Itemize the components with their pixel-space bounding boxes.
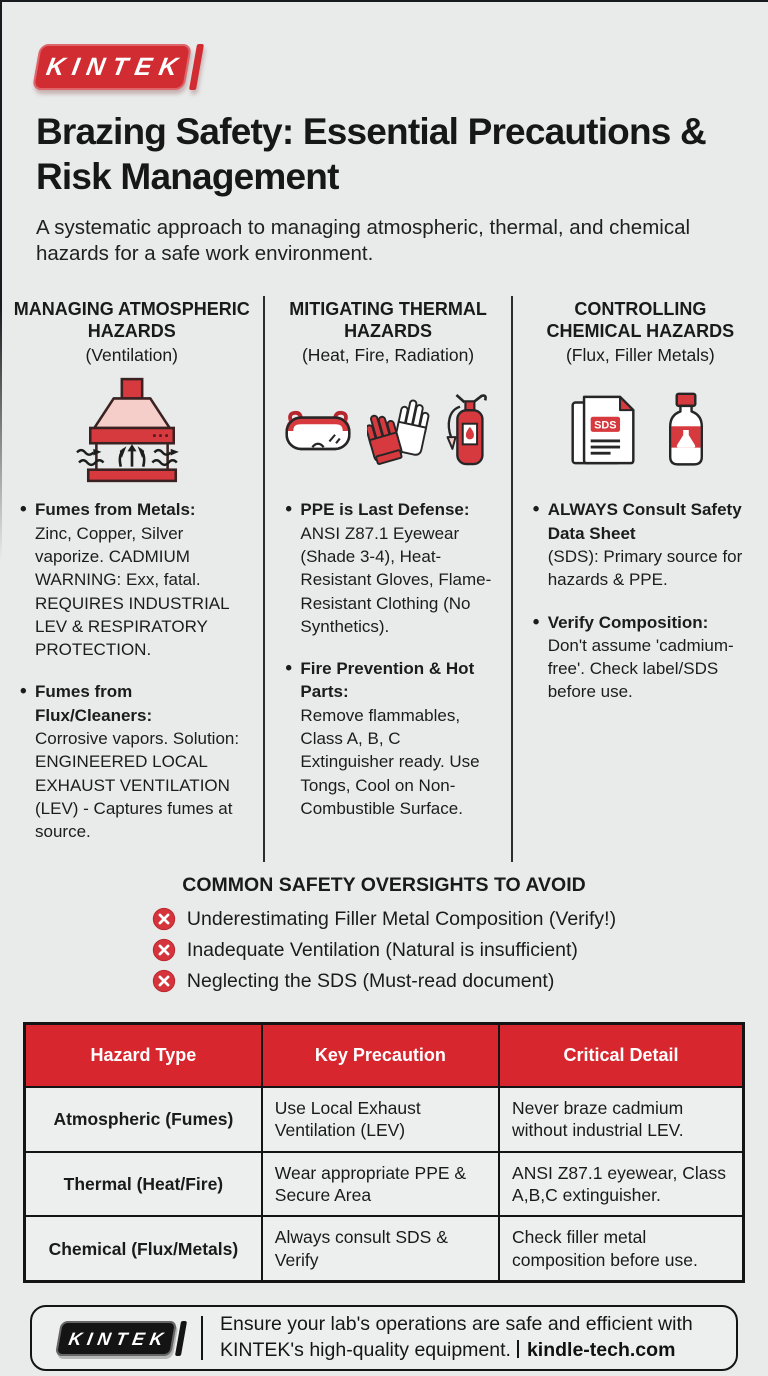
bullet-lead: • Verify Composition: (547, 612, 709, 632)
table-cell: Thermal (Heat/Fire) (25, 1152, 262, 1217)
footer-kintek-logo-text: KINTEK (67, 1328, 171, 1349)
logo-slash-mark (189, 44, 204, 90)
table-cell: Never braze cadmium without industrial LEV. (499, 1087, 743, 1152)
footer-message-block (220, 1312, 720, 1363)
column-icon-row (526, 366, 755, 494)
safety-goggles-icon (281, 403, 355, 457)
column-thermal-hazards (263, 296, 510, 863)
table-cell: Chemical (Flux/Metals) (25, 1216, 262, 1281)
bullet-lead: • ALWAYS Consult Safety Data Sheet (547, 500, 742, 543)
column-heading: MITIGATING THERMAL HAZARDS (289, 298, 487, 342)
column-subheading: (Heat, Fire, Radiation) (301, 345, 475, 366)
footer-vertical-divider (201, 1316, 203, 1360)
column-heading: CONTROLLING CHEMICAL HAZARDS (546, 298, 735, 342)
footer-card (30, 1305, 738, 1371)
oversight-list (152, 907, 616, 1000)
table-row (25, 1152, 744, 1217)
bullet-lead: • PPE is Last Defense: (300, 500, 470, 520)
column-icon-row (13, 366, 250, 494)
table-header-critical-detail: Critical Detail (499, 1024, 743, 1087)
oversight-text: Neglecting the SDS (Must-read document) (186, 969, 555, 992)
protective-gloves-icon (367, 395, 431, 465)
footer-logo-slash-mark (175, 1321, 187, 1356)
page-subtitle: A systematic approach to managing atmospheric, thermal, and chemical hazards for a safe work environment. (36, 215, 691, 266)
oversight-item (152, 907, 616, 931)
x-circle-icon (152, 938, 176, 962)
oversight-text: Inadequate Ventilation (Natural is insufficient) (186, 938, 578, 961)
oversights-heading: COMMON SAFETY OVERSIGHTS TO AVOID (182, 874, 586, 897)
bullet-body: Corrosive vapors. Solution: ENGINEERED LOCAL EXHAUST VENTILATION (LEV) - Captures fumes at source. (35, 728, 240, 842)
column-icon-row (278, 366, 497, 494)
column-atmospheric-hazards (0, 296, 263, 863)
bullet-item (548, 498, 755, 591)
table-row (25, 1087, 744, 1152)
oversight-item (152, 969, 616, 993)
table-cell: Wear appropriate PPE & Secure Area (262, 1152, 499, 1217)
bullet-item (548, 611, 755, 704)
hazard-summary-table (23, 1022, 745, 1283)
footer-message: Ensure your lab's operations are safe and efficient with KINTEK's high-quality equipment. (220, 1313, 693, 1362)
table-cell: ANSI Z87.1 eyewear, Class A,B,C extinguisher. (499, 1152, 743, 1217)
oversight-text: Underestimating Filler Metal Composition (Verify!) (186, 907, 617, 930)
bullet-lead: • Fire Prevention & Hot Parts: (300, 659, 475, 702)
header (0, 0, 768, 268)
table-header-hazard-type: Hazard Type (25, 1024, 262, 1087)
table-cell: Check filler metal composition before use. (499, 1216, 743, 1281)
bullet-body: ANSI Z87.1 Eyewear (Shade 3-4), Heat-Resistant Gloves, Flame-Resistant Clothing (No Synthetics). (300, 523, 492, 636)
footer-pipe-divider (517, 1340, 519, 1358)
fume-hood-icon (75, 377, 189, 483)
table-header-key-precaution: Key Precaution (262, 1024, 499, 1087)
column-chemical-hazards (511, 296, 768, 863)
footer-site-link[interactable]: kindle-tech.com (526, 1339, 676, 1362)
table-cell: Use Local Exhaust Ventilation (LEV) (262, 1087, 499, 1152)
hazard-columns (0, 296, 768, 863)
bullet-item (300, 498, 497, 638)
footer-kintek-logo (58, 1321, 184, 1356)
bullet-list (278, 498, 497, 820)
bullet-list (526, 498, 755, 703)
column-subheading: (Flux, Filler Metals) (565, 345, 715, 366)
oversights-section (0, 874, 768, 1000)
x-circle-icon (152, 907, 176, 931)
bullet-lead: • Fumes from Metals: (35, 500, 196, 520)
sds-document-icon (567, 393, 639, 467)
bullet-list (13, 498, 250, 843)
table-cell: Atmospheric (Fumes) (25, 1087, 262, 1152)
svg-text:SDS: SDS (594, 420, 617, 433)
table-header-row (25, 1024, 744, 1087)
bullet-body: Remove flammables, Class A, B, C Extinguisher ready. Use Tongs, Cool on Non-Combustible Surface. (300, 705, 480, 818)
chemical-bottle-icon (659, 391, 713, 469)
bullet-item (300, 657, 497, 820)
column-subheading: (Ventilation) (85, 345, 178, 366)
kintek-logo-text: KINTEK (44, 52, 188, 81)
table-row (25, 1216, 744, 1281)
page-title: Brazing Safety: Essential Precautions & Risk Management (36, 111, 706, 197)
kintek-logo (36, 44, 732, 90)
table-cell: Always consult SDS & Verify (262, 1216, 499, 1281)
column-heading: MANAGING ATMOSPHERIC HAZARDS (13, 298, 250, 342)
bullet-item (35, 680, 250, 843)
bullet-item (35, 498, 250, 661)
bullet-body: Zinc, Copper, Silver vaporize. CADMIUM WARNING: Exx, fatal. REQUIRES INDUSTRIAL LEV & RESPIRATORY PROTECTION. (35, 523, 229, 660)
x-circle-icon (152, 969, 176, 993)
fire-extinguisher-icon (443, 392, 495, 468)
bullet-lead: • Fumes from Flux/Cleaners: (35, 682, 153, 725)
bullet-body: Don't assume 'cadmium-free'. Check label/SDS before use. (547, 635, 734, 702)
bullet-body: (SDS): Primary source for hazards & PPE. (547, 547, 743, 590)
oversight-item (152, 938, 616, 962)
